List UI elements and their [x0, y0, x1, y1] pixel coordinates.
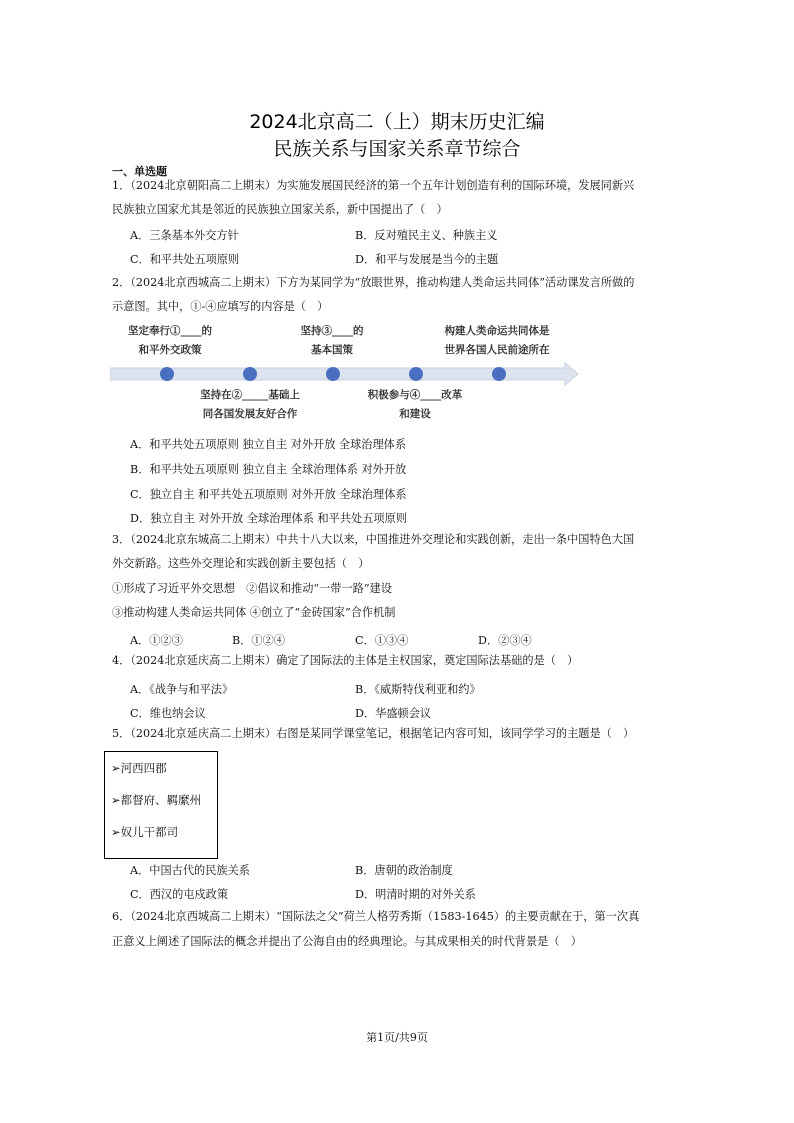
q1-option-b[interactable]: B．反对殖民主义、种族主义: [355, 229, 498, 242]
timeline-dot: [326, 367, 340, 381]
q1-stem-line1: 1．（2024北京朝阳高二上期末）为实施发展国民经济的第一个五年计划创造有利的国际环境，发展同新兴: [112, 179, 635, 192]
q2-option-c[interactable]: C．独立自主 和平共处五项原则 对外开放 全球治理体系: [130, 488, 407, 501]
q2-option-a[interactable]: A．和平共处五项原则 独立自主 对外开放 全球治理体系: [130, 438, 407, 451]
page-number: 第1页/共9页: [366, 1031, 428, 1044]
page-title: 2024北京高二（上）期末历史汇编: [249, 111, 545, 133]
timeline-dot: [409, 367, 423, 381]
q5-option-d[interactable]: D．明清时期的对外关系: [355, 888, 476, 901]
q3-stem-line4: ③推动构建人类命运共同体 ④创立了“金砖国家”合作机制: [112, 606, 396, 619]
q2-option-d[interactable]: D．独立自主 对外开放 全球治理体系 和平共处五项原则: [130, 512, 407, 525]
q4-option-b[interactable]: B．《威斯特伐利亚和约》: [355, 683, 481, 696]
q3-option-d[interactable]: D．②③④: [478, 634, 532, 647]
q3-stem-line3: ①形成了习近平外交思想 ②倡议和推动“一带一路”建设: [112, 582, 392, 595]
note-item: ➢都督府、羁縻州: [111, 793, 202, 807]
q4-stem-line1: 4．（2024北京延庆高二上期末）确定了国际法的主体是主权国家，奠定国际法基础的是（ ）: [112, 654, 579, 667]
q4-option-d[interactable]: D．华盛顿会议: [355, 707, 432, 720]
q4-option-a[interactable]: A．《战争与和平法》: [130, 683, 234, 696]
timeline-label-4: 积极参与④____改革 和建设: [367, 389, 463, 420]
q6-stem-line2: 正意义上阐述了国际法的概念并提出了公海自由的经典理论。与其成果相关的时代背景是（ ）: [112, 935, 582, 948]
q3-option-c[interactable]: C．①③④: [355, 634, 409, 647]
q2-stem-line1: 2．（2024北京西城高二上期末）下方为某同学为“放眼世界，推动构建人类命运共同体”活动课发言所做的: [112, 276, 635, 289]
section-heading: 一、单选题: [112, 165, 167, 178]
timeline-label-1: 坚定奉行①____的 和平外交政策: [128, 325, 212, 356]
q6-stem-line1: 6．（2024北京西城高二上期末）“国际法之父”荷兰人格劳秀斯（1583-1645）的主要贡献在于，第一次真: [112, 910, 640, 923]
q1-option-a[interactable]: A．三条基本外交方针: [130, 229, 239, 242]
page-subtitle: 民族关系与国家关系章节综合: [273, 138, 521, 160]
q5-option-a[interactable]: A．中国古代的民族关系: [130, 864, 250, 877]
q5-option-b[interactable]: B．唐朝的政治制度: [355, 864, 453, 877]
q3-stem-line1: 3．（2024北京东城高二上期末）中共十八大以来，中国推进外交理论和实践创新，走出一条中国特色大国: [112, 533, 635, 546]
q4-option-c[interactable]: C．维也纳会议: [130, 707, 206, 720]
q5-option-c[interactable]: C．西汉的屯戍政策: [130, 888, 229, 901]
q2-option-b[interactable]: B．和平共处五项原则 独立自主 全球治理体系 对外开放: [130, 463, 407, 476]
q3-option-b[interactable]: B．①②④: [232, 634, 285, 647]
timeline-label-3: 坚持③____的 基本国策: [300, 325, 364, 356]
timeline-arrow: [110, 363, 578, 385]
timeline-label-5: 构建人类命运共同体是 世界各国人民前途所在: [444, 325, 550, 356]
timeline-dot: [492, 367, 506, 381]
note-item: ➢奴儿干都司: [111, 825, 179, 839]
q1-stem-line2: 民族独立国家尤其是邻近的民族独立国家关系，新中国提出了（ ）: [112, 203, 448, 216]
timeline-label-2: 坚持在②_____基础上 同各国发展友好合作: [200, 389, 300, 420]
notes-box: [104, 751, 218, 859]
timeline-dot: [160, 367, 174, 381]
q1-option-c[interactable]: C．和平共处五项原则: [130, 253, 240, 266]
timeline-diagram: [110, 360, 580, 390]
q2-stem-line2: 示意图。其中，①-④应填写的内容是（ ）: [112, 300, 329, 313]
q5-stem-line1: 5．（2024北京延庆高二上期末）右图是某同学课堂笔记，根据笔记内容可知，该同学学习的主题是（ ）: [112, 727, 635, 740]
q3-stem-line2: 外交新路。这些外交理论和实践创新主要包括（ ）: [112, 557, 370, 570]
q1-option-d[interactable]: D．和平与发展是当今的主题: [355, 253, 499, 266]
note-item: ➢河西四郡: [111, 761, 167, 775]
timeline-dot: [243, 367, 257, 381]
q3-option-a[interactable]: A．①②③: [130, 634, 183, 647]
